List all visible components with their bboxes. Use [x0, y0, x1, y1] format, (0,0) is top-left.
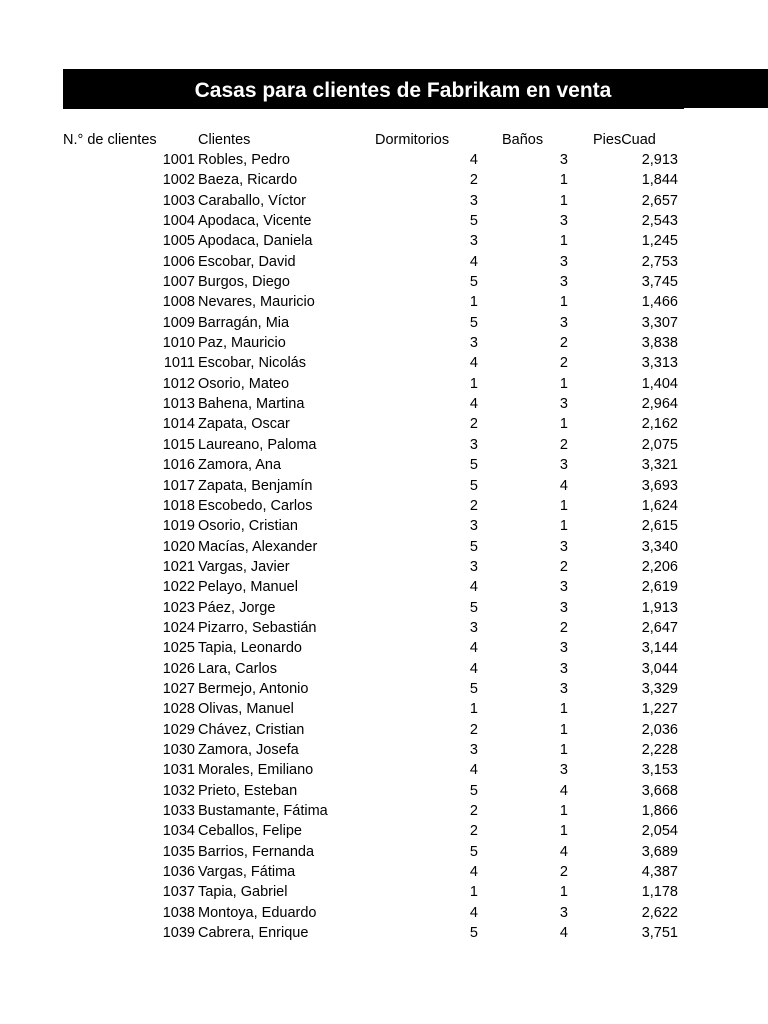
table-row	[0, 618, 768, 638]
client-number-cell: 1029	[162, 721, 195, 738]
header-client-number: N.° de clientes	[63, 132, 157, 148]
bathrooms-cell: 1	[559, 518, 568, 535]
bathrooms-cell: 3	[559, 213, 568, 230]
bedrooms-cell: 4	[469, 253, 478, 270]
table-row	[0, 435, 768, 455]
table-row	[0, 923, 768, 943]
bedrooms-cell: 4	[469, 660, 478, 677]
client-name-cell: Pelayo, Manuel	[198, 579, 298, 596]
table-row	[0, 414, 768, 434]
bedrooms-cell: 5	[469, 782, 478, 799]
client-name-cell: Apodaca, Vicente	[198, 213, 312, 230]
client-name-cell: Zamora, Ana	[198, 457, 282, 474]
bedrooms-cell: 4	[469, 640, 478, 657]
client-name-cell: Laureano, Paloma	[198, 436, 317, 453]
client-name-cell: Bermejo, Antonio	[198, 680, 309, 697]
client-number-cell: 1011	[163, 355, 195, 372]
client-name-cell: Osorio, Mateo	[198, 375, 290, 392]
client-number-cell: 1033	[162, 803, 195, 819]
client-name-cell: Macías, Alexander	[198, 538, 318, 555]
client-name-cell: Zapata, Benjamín	[198, 477, 313, 494]
bedrooms-cell: 5	[469, 843, 478, 860]
table-row	[0, 353, 768, 373]
square-feet-cell: 1,844	[641, 172, 678, 189]
bathrooms-cell: 1	[559, 192, 568, 209]
square-feet-cell: 1,178	[641, 884, 678, 901]
square-feet-cell: 1,624	[641, 497, 678, 514]
client-name-cell: Barrios, Fernanda	[198, 843, 315, 860]
table-row	[0, 333, 768, 353]
bedrooms-cell: 4	[469, 864, 478, 881]
bedrooms-cell: 3	[469, 335, 478, 352]
bedrooms-cell: 5	[469, 314, 478, 331]
client-number-cell: 1004	[162, 213, 195, 230]
client-name-cell: Lara, Carlos	[198, 660, 277, 677]
table-row	[0, 394, 768, 414]
client-name-cell: Bahena, Martina	[198, 396, 305, 413]
client-number-cell: 1025	[162, 640, 195, 657]
title-divider	[63, 108, 684, 109]
square-feet-cell: 2,753	[641, 253, 678, 270]
client-name-cell: Barragán, Mia	[198, 314, 290, 331]
table-row	[0, 740, 768, 760]
client-number-cell: 1007	[162, 274, 195, 291]
square-feet-cell: 3,321	[641, 457, 678, 474]
client-name-cell: Escobedo, Carlos	[198, 497, 313, 514]
bathrooms-cell: 4	[559, 843, 568, 860]
bathrooms-cell: 2	[559, 864, 568, 881]
client-name-cell: Prieto, Esteban	[198, 782, 298, 799]
bathrooms-cell: 2	[559, 436, 568, 453]
client-name-cell: Bustamante, Fátima	[198, 803, 328, 819]
table-row	[0, 699, 768, 719]
square-feet-cell: 3,751	[641, 925, 678, 942]
client-number-cell: 1014	[162, 416, 195, 433]
bathrooms-cell: 1	[559, 375, 568, 392]
bathrooms-cell: 1	[559, 741, 568, 758]
table-row	[0, 272, 768, 292]
table-row	[0, 170, 768, 190]
header-square-feet: PiesCuad	[593, 132, 656, 148]
client-number-cell: 1034	[162, 823, 195, 840]
bedrooms-cell: 3	[469, 192, 478, 209]
bedrooms-cell: 3	[469, 233, 478, 250]
client-name-cell: Cabrera, Enrique	[198, 925, 309, 942]
square-feet-cell: 2,543	[641, 213, 678, 230]
bathrooms-cell: 3	[559, 538, 568, 555]
client-number-cell: 1016	[162, 457, 195, 474]
client-name-cell: Osorio, Cristian	[198, 518, 298, 535]
client-number-cell: 1028	[162, 701, 195, 718]
client-name-cell: Zamora, Josefa	[198, 741, 299, 758]
bathrooms-cell: 1	[559, 497, 568, 514]
title-banner	[63, 69, 768, 109]
bathrooms-cell: 4	[559, 782, 568, 799]
client-number-cell: 1009	[162, 314, 195, 331]
square-feet-cell: 1,466	[641, 294, 678, 311]
square-feet-cell: 3,313	[641, 355, 678, 372]
square-feet-cell: 3,153	[641, 762, 678, 779]
bedrooms-cell: 2	[469, 172, 478, 189]
header-client-name: Clientes	[198, 132, 251, 148]
client-name-cell: Montoya, Eduardo	[198, 904, 317, 921]
table-row	[0, 577, 768, 597]
table-row	[0, 862, 768, 882]
bedrooms-cell: 4	[469, 579, 478, 596]
page-title: Casas para clientes de Fabrikam en venta	[194, 78, 612, 102]
square-feet-cell: 2,206	[641, 558, 678, 575]
client-name-cell: Tapia, Leonardo	[198, 640, 302, 657]
square-feet-cell: 2,647	[641, 619, 678, 636]
table-row	[0, 598, 768, 618]
client-name-cell: Caraballo, Víctor	[198, 192, 306, 209]
table-row	[0, 496, 768, 516]
bathrooms-cell: 4	[559, 925, 568, 942]
client-name-cell: Apodaca, Daniela	[198, 233, 313, 250]
bathrooms-cell: 2	[559, 335, 568, 352]
client-number-cell: 1020	[162, 538, 195, 555]
table-row	[0, 313, 768, 333]
square-feet-cell: 3,745	[641, 274, 678, 291]
bathrooms-cell: 3	[559, 396, 568, 413]
square-feet-cell: 2,964	[641, 396, 678, 413]
bedrooms-cell: 5	[469, 925, 478, 942]
table-row	[0, 537, 768, 557]
table-row	[0, 231, 768, 251]
square-feet-cell: 2,036	[641, 721, 678, 738]
client-number-cell: 1001	[162, 152, 195, 168]
client-number-cell: 1010	[162, 335, 195, 352]
client-number-cell: 1037	[162, 884, 195, 901]
client-number-cell: 1038	[162, 904, 195, 921]
square-feet-cell: 3,689	[641, 843, 678, 860]
table-row	[0, 252, 768, 272]
client-name-cell: Páez, Jorge	[198, 599, 276, 616]
bathrooms-cell: 3	[559, 904, 568, 921]
table-row	[0, 638, 768, 658]
client-name-cell: Baeza, Ricardo	[198, 172, 298, 189]
client-number-cell: 1002	[162, 172, 195, 189]
bedrooms-cell: 1	[469, 294, 478, 311]
square-feet-cell: 2,615	[641, 518, 678, 535]
square-feet-cell: 3,329	[641, 680, 678, 697]
client-number-cell: 1027	[162, 680, 195, 697]
table-body	[0, 150, 768, 943]
header-bedrooms: Dormitorios	[375, 132, 450, 148]
bedrooms-cell: 4	[469, 355, 478, 372]
client-number-cell: 1036	[162, 864, 195, 881]
square-feet-cell: 1,404	[641, 375, 678, 392]
client-number-cell: 1030	[162, 741, 195, 758]
client-name-cell: Olivas, Manuel	[198, 701, 294, 718]
bedrooms-cell: 5	[469, 599, 478, 616]
table-row	[0, 191, 768, 211]
table-row	[0, 557, 768, 577]
bedrooms-cell: 3	[469, 619, 478, 636]
bathrooms-cell: 3	[559, 274, 568, 291]
table-row	[0, 292, 768, 312]
client-number-cell: 1003	[162, 192, 195, 209]
bathrooms-cell: 3	[559, 152, 568, 168]
bathrooms-cell: 1	[559, 823, 568, 840]
table-row	[0, 516, 768, 536]
bathrooms-cell: 1	[559, 884, 568, 901]
square-feet-cell: 3,044	[641, 660, 678, 677]
bathrooms-cell: 1	[559, 803, 568, 819]
client-number-cell: 1023	[162, 599, 195, 616]
bathrooms-cell: 3	[559, 579, 568, 596]
client-name-cell: Pizarro, Sebastián	[198, 619, 317, 636]
square-feet-cell: 1,245	[641, 233, 678, 250]
bathrooms-cell: 3	[559, 660, 568, 677]
client-number-cell: 1017	[162, 477, 195, 494]
square-feet-cell: 2,054	[641, 823, 678, 840]
square-feet-cell: 3,693	[641, 477, 678, 494]
table-row	[0, 679, 768, 699]
bedrooms-cell: 1	[469, 701, 478, 718]
bedrooms-cell: 4	[469, 762, 478, 779]
bedrooms-cell: 3	[469, 436, 478, 453]
client-number-cell: 1005	[162, 233, 195, 250]
bedrooms-cell: 2	[469, 823, 478, 840]
client-name-cell: Ceballos, Felipe	[198, 823, 302, 840]
client-name-cell: Chávez, Cristian	[198, 721, 305, 738]
bedrooms-cell: 4	[469, 904, 478, 921]
table-row	[0, 801, 768, 821]
bathrooms-cell: 1	[559, 172, 568, 189]
square-feet-cell: 3,340	[641, 538, 678, 555]
table-row	[0, 842, 768, 862]
table-row	[0, 821, 768, 841]
client-number-cell: 1039	[162, 925, 195, 942]
client-name-cell: Escobar, David	[198, 253, 296, 270]
bathrooms-cell: 4	[559, 477, 568, 494]
bedrooms-cell: 3	[469, 518, 478, 535]
square-feet-cell: 2,075	[641, 436, 678, 453]
bathrooms-cell: 3	[559, 762, 568, 779]
bedrooms-cell: 2	[469, 497, 478, 514]
bedrooms-cell: 1	[469, 884, 478, 901]
bathrooms-cell: 1	[559, 701, 568, 718]
client-number-cell: 1008	[162, 294, 195, 311]
client-name-cell: Vargas, Fátima	[198, 864, 296, 881]
client-number-cell: 1018	[162, 497, 195, 514]
bathrooms-cell: 1	[559, 294, 568, 311]
square-feet-cell: 3,668	[641, 782, 678, 799]
bedrooms-cell: 1	[469, 375, 478, 392]
square-feet-cell: 3,838	[641, 335, 678, 352]
client-name-cell: Vargas, Javier	[198, 558, 290, 575]
client-name-cell: Robles, Pedro	[198, 152, 290, 168]
bathrooms-cell: 2	[559, 558, 568, 575]
bathrooms-cell: 3	[559, 599, 568, 616]
square-feet-cell: 2,619	[641, 579, 678, 596]
table-row	[0, 903, 768, 923]
bedrooms-cell: 5	[469, 274, 478, 291]
bathrooms-cell: 1	[559, 416, 568, 433]
bedrooms-cell: 3	[469, 741, 478, 758]
bathrooms-cell: 2	[559, 619, 568, 636]
square-feet-cell: 2,913	[641, 152, 678, 168]
table-row	[0, 150, 768, 170]
bedrooms-cell: 2	[469, 803, 478, 819]
bathrooms-cell: 3	[559, 680, 568, 697]
table-row	[0, 720, 768, 740]
client-number-cell: 1019	[162, 518, 195, 535]
bathrooms-cell: 3	[559, 640, 568, 657]
bathrooms-cell: 1	[559, 233, 568, 250]
client-name-cell: Morales, Emiliano	[198, 762, 314, 779]
bathrooms-cell: 1	[559, 721, 568, 738]
bedrooms-cell: 2	[469, 416, 478, 433]
bedrooms-cell: 5	[469, 538, 478, 555]
client-number-cell: 1024	[162, 619, 195, 636]
client-number-cell: 1022	[162, 579, 195, 596]
client-name-cell: Burgos, Diego	[198, 274, 290, 291]
square-feet-cell: 3,307	[641, 314, 678, 331]
client-name-cell: Paz, Mauricio	[198, 335, 286, 352]
bedrooms-cell: 4	[469, 396, 478, 413]
client-number-cell: 1015	[162, 436, 195, 453]
client-number-cell: 1006	[162, 253, 195, 270]
table-row	[0, 374, 768, 394]
bathrooms-cell: 3	[559, 457, 568, 474]
client-name-cell: Escobar, Nicolás	[198, 355, 306, 372]
client-number-cell: 1031	[162, 762, 195, 779]
client-number-cell: 1035	[162, 843, 195, 860]
client-name-cell: Zapata, Oscar	[198, 416, 290, 433]
square-feet-cell: 1,913	[641, 599, 678, 616]
client-number-cell: 1032	[162, 782, 195, 799]
client-number-cell: 1012	[162, 375, 195, 392]
table-row	[0, 659, 768, 679]
table-row	[0, 455, 768, 475]
bedrooms-cell: 2	[469, 721, 478, 738]
bedrooms-cell: 4	[469, 152, 478, 168]
client-number-cell: 1021	[162, 558, 195, 575]
square-feet-cell: 2,228	[641, 741, 678, 758]
client-number-cell: 1013	[162, 396, 195, 413]
bathrooms-cell: 3	[559, 314, 568, 331]
square-feet-cell: 2,657	[641, 192, 678, 209]
client-name-cell: Nevares, Mauricio	[198, 294, 315, 311]
bedrooms-cell: 5	[469, 213, 478, 230]
square-feet-cell: 4,387	[641, 864, 678, 881]
bedrooms-cell: 5	[469, 680, 478, 697]
bedrooms-cell: 5	[469, 457, 478, 474]
bathrooms-cell: 3	[559, 253, 568, 270]
table-header	[0, 130, 768, 150]
table-row	[0, 476, 768, 496]
table-row	[0, 882, 768, 902]
square-feet-cell: 3,144	[641, 640, 678, 657]
table-row	[0, 781, 768, 801]
square-feet-cell: 1,227	[641, 701, 678, 718]
square-feet-cell: 2,162	[641, 416, 678, 433]
table-row	[0, 211, 768, 231]
bedrooms-cell: 5	[469, 477, 478, 494]
client-number-cell: 1026	[162, 660, 195, 677]
bathrooms-cell: 2	[559, 355, 568, 372]
square-feet-cell: 2,622	[641, 904, 678, 921]
table-row	[0, 760, 768, 780]
header-bathrooms: Baños	[502, 132, 544, 148]
bedrooms-cell: 3	[469, 558, 478, 575]
client-name-cell: Tapia, Gabriel	[198, 884, 288, 901]
square-feet-cell: 1,866	[641, 803, 678, 819]
